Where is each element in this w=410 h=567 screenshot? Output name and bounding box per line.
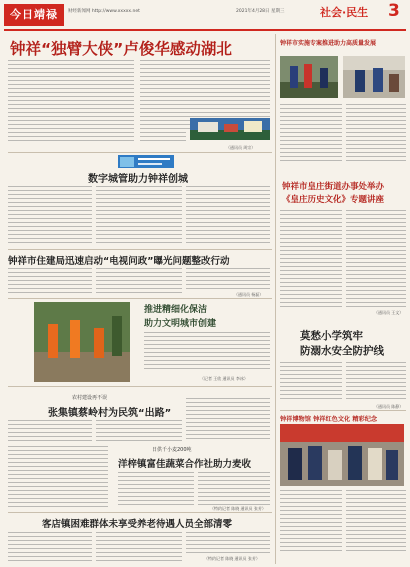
digital-text-col-2	[96, 186, 182, 244]
section-rule-3	[8, 298, 272, 299]
masthead	[0, 0, 410, 30]
masthead-date: 2021年4月28日 星期三	[236, 9, 285, 14]
section-rule-5	[8, 512, 272, 513]
bottom-text-col-3	[186, 532, 270, 554]
greening-text	[144, 332, 270, 372]
road-headline: 张集镇蔡岭村为民筑“出路”	[48, 408, 172, 419]
bottom-text-col-2	[96, 532, 182, 562]
school-text-col-2	[346, 362, 406, 402]
party-text-col-2	[346, 490, 406, 552]
cleaning-photo	[34, 302, 130, 382]
housing-text-col-1	[8, 268, 92, 296]
housing-text-col-3	[186, 268, 270, 292]
lead-text-col-2b	[140, 132, 186, 142]
school-headline-line-1: 莫愁小学筑牢	[300, 330, 363, 342]
farm-headline: 洋梓镇富佳蔬菜合作社助力麦收	[118, 459, 252, 470]
road-text-col-2	[96, 420, 182, 442]
digital-text-col-1	[8, 186, 92, 244]
section-rule-1	[8, 152, 272, 153]
party-text-col-1	[280, 490, 342, 552]
farm-text-col-3	[198, 472, 270, 506]
section-rule-4	[8, 386, 272, 387]
page-number: 3	[388, 1, 400, 21]
culture-headline-line-2: 《皇庄历史文化》专题讲座	[282, 195, 385, 205]
digital-headline: 数字城管助力钟祥创城	[88, 174, 188, 185]
greening-headline-line-2: 助力文明城市创建	[144, 319, 217, 329]
party-photo	[280, 424, 404, 486]
farm-byline: （特约记者 陈晓 通讯员 张芳）	[210, 506, 266, 511]
newspaper-logo: 今日靖禄	[4, 4, 64, 26]
bottom-headline: 客店镇困难群体未享受养老待遇人员全部清零	[42, 519, 233, 530]
bottom-text-col-1	[8, 532, 92, 562]
farm-text-col-1	[8, 446, 108, 508]
road-kicker: 农村建设再不误	[72, 395, 108, 401]
digital-text-col-3	[186, 186, 270, 244]
housing-headline: 钟祥市住建局迅速启动“电视问政”曝光问题整改行动	[8, 256, 230, 267]
lead-headline: 钟祥“独臂大侠”卢俊华感动湖北	[10, 40, 232, 58]
school-text-col-1	[280, 362, 342, 402]
right-feature-headline: 钟祥市实施专案推进助力高质量发展	[280, 40, 377, 47]
housing-text-col-2	[96, 268, 182, 296]
section-name: 社会·民生	[320, 6, 369, 19]
right-feature-text-1	[280, 104, 342, 162]
school-byline: （通讯员 陈静）	[374, 404, 404, 409]
culture-headline-line-1: 钟祥市皇庄街道办事处举办	[282, 182, 385, 192]
right-feature-photo-2	[343, 56, 405, 98]
road-text-col-3	[186, 398, 270, 442]
bottom-byline: （特约记者 陈晓 通讯员 张芳）	[204, 556, 260, 561]
school-headline-line-2: 防溺水安全防护线	[300, 345, 384, 357]
masthead-site: 财经新闻网 http://www.xxxxx.net	[68, 9, 140, 14]
housing-byline: （通讯员 杨磊）	[234, 292, 264, 297]
digital-banner-image	[118, 154, 174, 168]
farm-kicker: 日供千小麦200吨	[152, 447, 192, 453]
lead-byline: （通讯员 周宗）	[226, 145, 256, 150]
party-headline: 钟祥博物馆 钟祥红色文化 精彩纪念	[280, 416, 378, 423]
right-feature-photo-1	[280, 56, 338, 98]
column-divider	[275, 34, 276, 564]
lead-photo	[190, 118, 270, 140]
lead-text-col-1	[8, 60, 134, 130]
right-feature-text-2	[346, 104, 406, 162]
road-text-col-1	[8, 420, 92, 442]
masthead-rule	[4, 29, 406, 31]
culture-byline: （通讯员 王文）	[374, 310, 404, 315]
culture-text-col-1	[280, 210, 342, 310]
greening-headline-line-1: 推进精细化保洁	[144, 305, 208, 315]
lead-text-col-1b	[8, 132, 134, 142]
section-rule-right	[280, 410, 406, 411]
farm-text-col-2	[118, 472, 194, 506]
section-rule-2	[8, 249, 272, 250]
culture-text-col-2	[346, 210, 406, 310]
greening-caption: （记者 王欣 通讯员 李冰）	[200, 376, 248, 381]
